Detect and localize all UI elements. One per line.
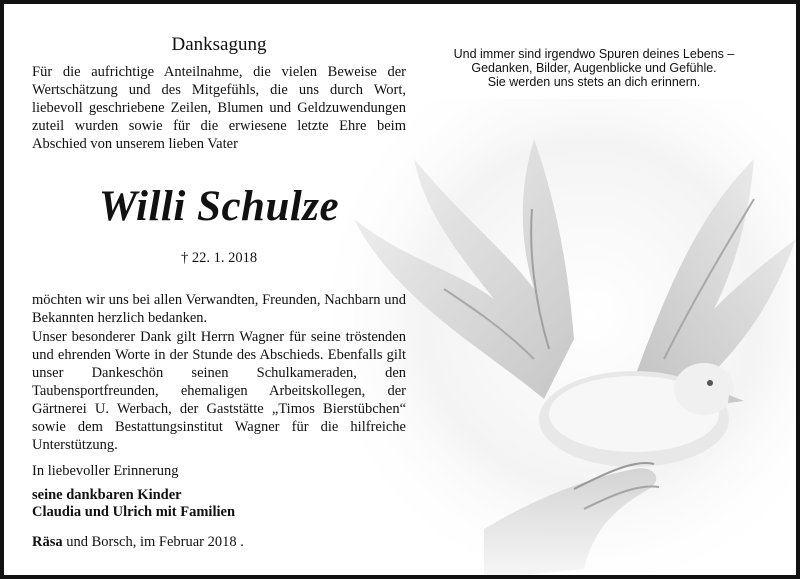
quote-line-2: Gedanken, Bilder, Augenblicke und Gefühle. — [471, 61, 717, 75]
intro-section — [32, 34, 406, 153]
place-bold: Räsa — [32, 534, 63, 550]
quote-line-3: Sie werden uns stets an dich erinnern. — [487, 75, 701, 89]
quote — [419, 47, 769, 89]
deceased-name: Willi Schulze — [98, 183, 340, 230]
death-date: † 22. 1. 2018 — [180, 250, 258, 266]
place-rest: und Borsch, im Februar 2018 . — [62, 534, 244, 550]
thanks-paragraph: möchten wir uns bei allen Verwandten, Freunden, Nachbarn und Bekannten herzlich bedanken. — [32, 292, 406, 326]
special-thanks-paragraph: Unser besonderer Dank gilt Herrn Wagner für seine tröstenden und ehrenden Worte in der Stunde des Abschieds. Ebenfalls gilt unser Dankeschön seinen Schulkameraden, den Taubensportfreunden, ehemaligen Arbeitskollegen, der Gärtnerei U. Werbach, der Gaststätte „Timos Bierstübchen“ sowie dem Bestattungsinstitut Wagner für die hilfreiche Unterstützung. — [32, 329, 406, 453]
place-date-line — [32, 534, 244, 551]
intro-paragraph: Für die aufrichtige Anteilnahme, die vielen Beweise der Wertschätzung und des Mitgefühls, die uns durch Wort, liebevoll geschriebene Zeilen, Blumen und Geldzuwendungen zuteil wurden sowie für die erwiesene letzte Ehre beim Abschied von unserem lieben Vater — [32, 64, 406, 152]
thanks-section — [32, 291, 406, 327]
heading: Danksagung — [171, 34, 267, 55]
special-thanks-section — [32, 328, 406, 454]
quote-line-1: Und immer sind irgendwo Spuren deines Lebens – — [453, 47, 735, 61]
signature-line-1: seine dankbaren Kinder — [32, 487, 182, 503]
signature — [32, 487, 235, 521]
memory-line: In liebevoller Erinnerung — [32, 463, 179, 479]
signature-line-2: Claudia und Ulrich mit Familien — [32, 504, 236, 520]
